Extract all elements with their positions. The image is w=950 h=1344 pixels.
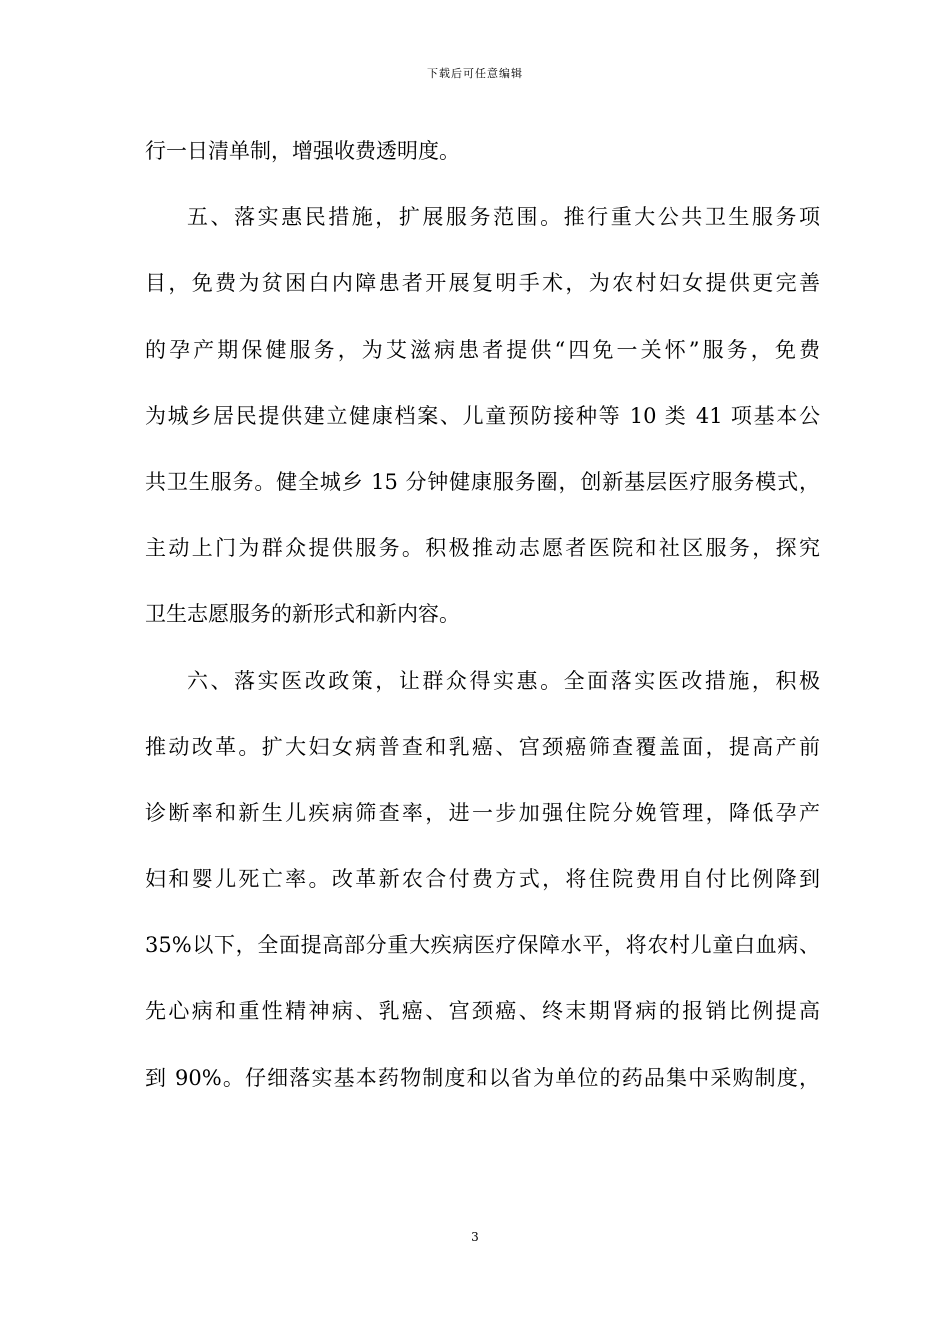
text-line: 诊断率和新生儿疾病筛查率，进一步加强住院分娩管理，降低孕产 [145,800,820,825]
document-body [145,125,820,1118]
text-line: 妇和婴儿死亡率。改革新农合付费方式，将住院费用自付比例降到 [145,867,820,892]
page-header: 下载后可任意编辑 [427,67,523,80]
text-line: 主动上门为群众提供服务。积极推动志愿者医院和社区服务，探究 [145,536,820,561]
page-number: 3 [471,1230,479,1244]
text-line: 的孕产期保健服务，为艾滋病患者提供“四免一关怀”服务，免费 [145,337,820,362]
text-line: 先心病和重性精神病、乳癌、宫颈癌、终末期肾病的报销比例提高 [145,999,820,1024]
text-line: 行一日清单制，增强收费透明度。 [145,139,460,163]
text-line: 推动改革。扩大妇女病普查和乳癌、宫颈癌筛查覆盖面，提高产前 [145,734,820,759]
text-line: 为城乡居民提供建立健康档案、儿童预防接种等 10 类 41 项基本公 [145,403,820,428]
text-line: 目，免费为贫困白内障患者开展复明手术，为农村妇女提供更完善 [145,271,820,296]
text-line: 卫生志愿服务的新形式和新内容。 [145,602,460,627]
text-line: 到 90%。仔细落实基本药物制度和以省为单位的药品集中采购制度， [145,1065,820,1090]
text-line: 共卫生服务。健全城乡 15 分钟健康服务圈，创新基层医疗服务模式， [145,469,820,494]
paragraph-start-line: 五、落实惠民措施，扩展服务范围。推行重大公共卫生服务项 [187,205,820,230]
paragraph-start-line: 六、落实医改政策，让群众得实惠。全面落实医改措施，积极 [187,668,820,693]
text-line: 35%以下，全面提高部分重大疾病医疗保障水平，将农村儿童白血病、 [145,933,820,958]
